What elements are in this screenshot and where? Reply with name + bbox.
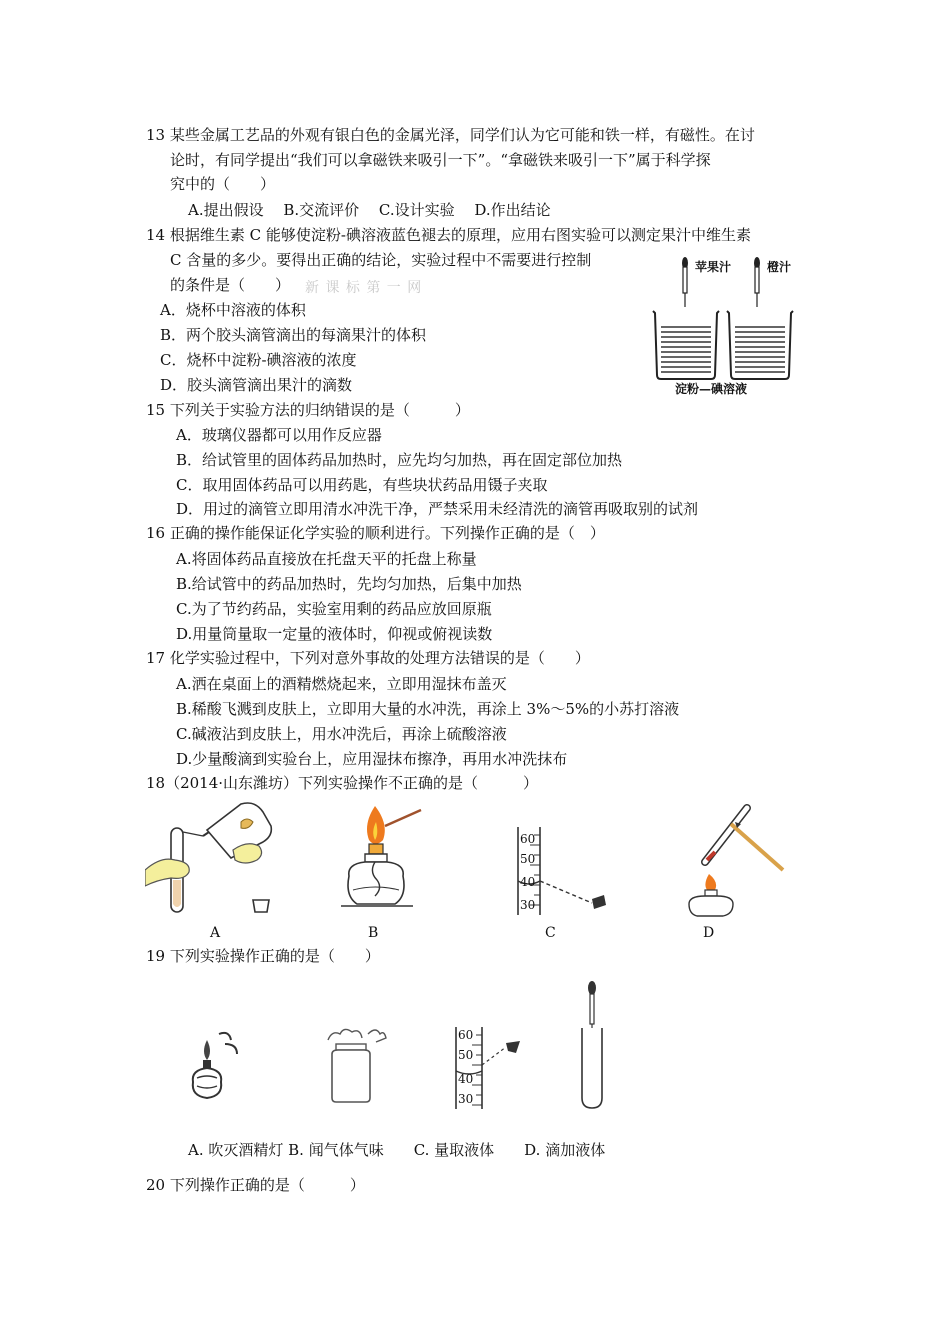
q20-stem: 20 下列操作正确的是（ ） [146,1176,365,1194]
label-apple-juice: 苹果汁 [695,260,732,274]
q16-option-b: B.给试管中的药品加热时，先均匀加热，后集中加热 [176,575,522,593]
caption-starch-iodine: 淀粉—碘溶液 [675,382,748,396]
q14-option-a: A．烧杯中溶液的体积 [160,301,306,319]
q17-option-a: A.洒在桌面上的酒精燃烧起来，立即用湿抹布盖灭 [176,675,507,693]
heating-test-tube-icon [675,800,795,920]
q19-figure-c [448,1025,528,1110]
q19-tick-30: 30 [458,1092,474,1106]
q13-line-3: 究中的（ ） [170,175,276,193]
q14-line-2: C 含量的多少。要得出正确的结论，实验过程中不需要进行控制 [170,251,592,269]
q19-options: A. 吹灭酒精灯 B. 闻气体气味 C. 量取液体 D. 滴加液体 [188,1141,606,1159]
q16-stem: 16 正确的操作能保证化学实验的顺利进行。下列操作正确的是（ ） [146,524,605,542]
q19-tick-60: 60 [458,1028,474,1042]
right-dropper-icon [754,257,760,307]
c-tick-30: 30 [520,898,536,912]
smell-gas-jar-icon [322,1020,402,1105]
q18-figure-d [675,800,795,920]
dropper-test-tube-icon [572,980,612,1110]
q17-option-b: B.稀酸飞溅到皮肤上，立即用大量的水冲洗，再涂上 3%～5%的小苏打溶液 [176,700,680,718]
left-beaker-icon [653,311,719,379]
c-tick-50: 50 [520,852,536,866]
watermark-stamp: 新 课 标 第 一 网 [305,280,423,296]
q15-option-c: C．取用固体药品可以用药匙，有些块状药品用镊子夹取 [176,476,548,494]
beakers-svg [645,255,805,400]
q18-figure-c [500,823,630,918]
q18-figure-b [325,800,435,920]
q14-line-1: 14 根据维生素 C 能够使淀粉-碘溶液蓝色褪去的原理，应用右图实验可以测定果汁中维生素 [146,226,751,244]
pouring-liquid-icon [145,800,280,920]
q18-stem: 18（2014·山东潍坊）下列实验操作不正确的是（ ） [146,774,539,792]
q15-stem: 15 下列关于实验方法的归纳错误的是（ ） [146,401,470,419]
left-dropper-icon [682,257,688,307]
q15-option-d: D．用过的滴管立即用清水冲洗干净，严禁采用未经清洗的滴管再吸取别的试剂 [176,500,699,518]
q17-option-d: D.少量酸滴到实验台上，应用湿抹布擦净，再用水冲洗抹布 [176,750,568,768]
q13-options: A.提出假设 B.交流评价 C.设计实验 D.作出结论 [188,201,551,219]
q19-figure-a [185,1030,245,1105]
q18-label-b: B [368,925,379,941]
q16-option-a: A.将固体药品直接放在托盘天平的托盘上称量 [176,550,477,568]
q13-line-1: 13 某些金属工艺品的外观有银白色的金属光泽，同学们认为它可能和铁一样，有磁性。在讨 [146,126,755,144]
q15-option-b: B．给试管里的固体药品加热时，应先均匀加热，再在固定部位加热 [176,451,623,469]
q17-option-c: C.碱液沾到皮肤上，用水冲洗后，再涂上硫酸溶液 [176,725,507,743]
q14-figure-beakers [645,255,805,400]
q14-option-b: B．两个胶头滴管滴出的每滴果汁的体积 [160,326,427,344]
q18-figure-a [145,800,280,920]
c-tick-40: 40 [520,875,536,889]
q14-line-3: 的条件是（ ） [170,276,291,294]
q18-label-d: D [703,925,715,941]
q14-option-d: D．胶头滴管滴出果汁的滴数 [160,376,353,394]
q19-tick-50: 50 [458,1048,474,1062]
q18-label-c: C [545,925,556,941]
right-beaker-icon [727,311,793,379]
q15-option-a: A．玻璃仪器都可以用作反应器 [176,426,382,444]
q18-label-a: A [210,925,221,941]
label-orange-juice: 橙汁 [767,260,792,274]
q19-figure-b [322,1020,402,1105]
blow-out-lamp-icon [185,1030,245,1105]
alcohol-lamp-flame-icon [325,800,435,920]
c-tick-60: 60 [520,832,536,846]
q19-figure-d [572,980,612,1110]
q14-option-c: C．烧杯中淀粉-碘溶液的浓度 [160,351,357,369]
q16-option-d: D.用量筒量取一定量的液体时，仰视或俯视读数 [176,625,493,643]
q19-stem: 19 下列实验操作正确的是（ ） [146,947,380,965]
q16-option-c: C.为了节约药品，实验室用剩的药品应放回原瓶 [176,600,492,618]
q17-stem: 17 化学实验过程中，下列对意外事故的处理方法错误的是（ ） [146,649,590,667]
q13-line-2: 论时，有同学提出“我们可以拿磁铁来吸引一下”。“拿磁铁来吸引一下”属于科学探 [170,151,711,169]
q19-tick-40: 40 [458,1072,474,1086]
